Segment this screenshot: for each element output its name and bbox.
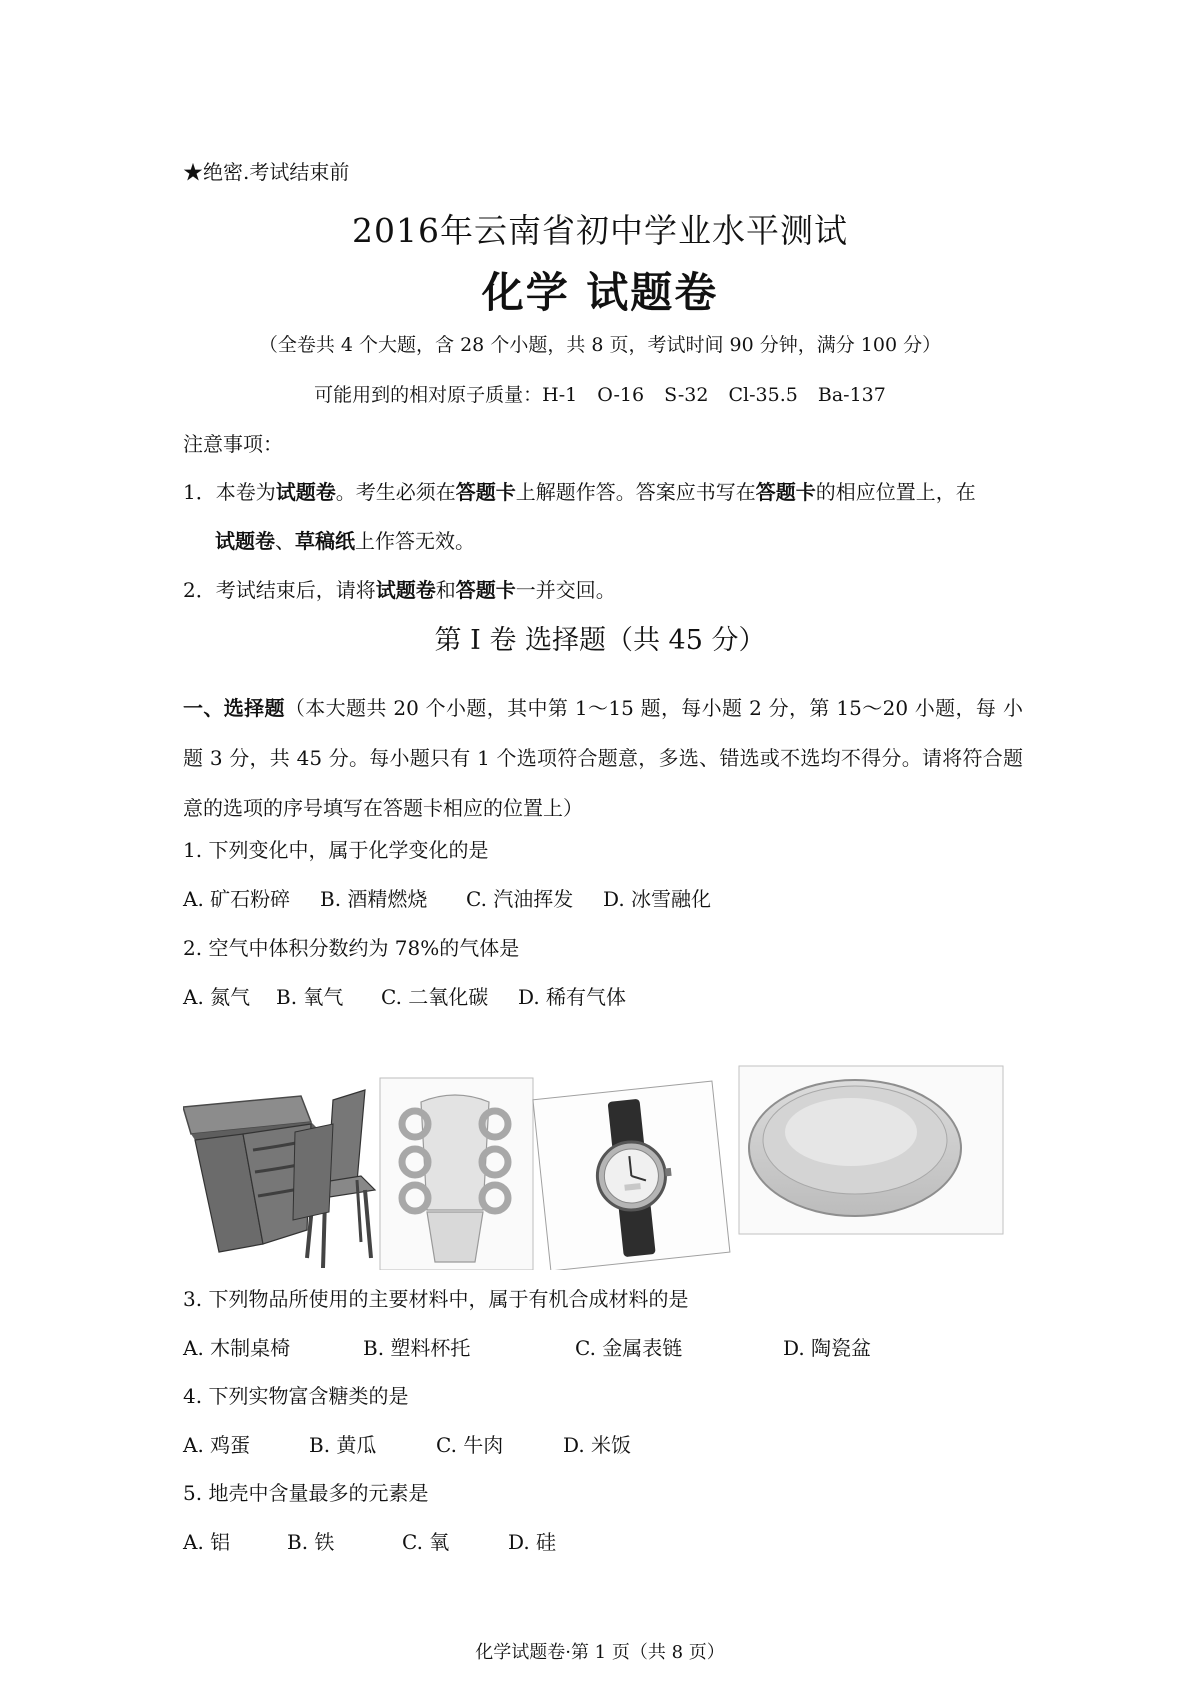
question-3-figure [183,1062,1013,1270]
question-1-option-c: C. 汽油挥发 [466,887,574,911]
question-3-option-a: A. 木制桌椅 [183,1336,291,1360]
note-1-emph-h: 试题卷 [215,529,275,553]
section-title: 第 I 卷 选择题（共 45 分） [434,625,766,656]
question-1-stem: 1. 下列变化中，属于化学变化的是 [183,838,489,862]
note-1-text-i: 、 [275,529,295,553]
note-1-emph-f: 答题卡 [755,480,816,504]
question-4-option-c: C. 牛肉 [436,1433,504,1457]
question-5-option-c: C. 氧 [402,1530,450,1554]
question-5-options [183,1526,1023,1556]
note-2-emph-b: 试题卷 [375,578,436,602]
question-2-option-a: A. 氮气 [183,985,251,1009]
question-2-option-b: B. 氧气 [276,985,344,1009]
note-1-text-k: 上作答无效。 [355,529,475,553]
question-1-option-b: B. 酒精燃烧 [320,887,428,911]
question-3-option-c: C. 金属表链 [575,1336,683,1360]
note-1-text-c: 。考生必须在 [335,480,456,504]
paper-title: 化学 试题卷 [481,268,719,317]
question-5-stem: 5. 地壳中含量最多的元素是 [183,1481,429,1505]
question-4-option-d: D. 米饭 [563,1433,632,1457]
note-2-text-a: 考试结束后，请将 [215,578,376,602]
question-3-options [183,1332,1023,1362]
note-2-emph-d: 答题卡 [455,578,516,602]
ceramic-basin-image [739,1066,1003,1234]
note-2-number: 2． [183,578,216,602]
exam-scope: （全卷共 4 个大题，含 28 个小题，共 8 页，考试时间 90 分钟，满分 100 分） [258,334,942,356]
part-1-text: （本大题共 20 个小题，其中第 1～15 题，每小题 2 分，第 15～20 小题，每 小题 3 分，共 45 分。每小题只有 1 个选项符合题意，多选、错选或不选均不得分。请将符合题意的选项的序号填写在答题卡相应的位置上） [183,696,1024,820]
note-2 [183,574,616,603]
plastic-cup-holder-image [380,1078,533,1270]
wooden-desk-chair-image [183,1090,375,1268]
confidential-mark: ★绝密.考试结束前 [183,160,350,184]
question-2-options [183,981,1023,1011]
question-1-options [183,883,1023,913]
note-1-text-a: 本卷为 [215,480,276,504]
question-5-option-b: B. 铁 [287,1530,335,1554]
question-4-option-b: B. 黄瓜 [309,1433,377,1457]
note-1-line-2 [215,525,475,554]
question-5-option-d: D. 硅 [508,1530,557,1554]
question-3-stem: 3. 下列物品所使用的主要材料中，属于有机合成材料的是 [183,1287,689,1311]
question-4-option-a: A. 鸡蛋 [183,1433,251,1457]
question-2-option-d: D. 稀有气体 [518,985,627,1009]
note-2-text-e: 一并交回。 [515,578,616,602]
question-2-option-c: C. 二氧化碳 [381,985,489,1009]
note-1-emph-d: 答题卡 [455,480,516,504]
question-2-stem: 2. 空气中体积分数约为 78%的气体是 [183,936,520,960]
exam-title: 2016年云南省初中学业水平测试 [352,211,848,250]
note-1-number: 1． [183,480,216,504]
metal-watch-image [533,1081,730,1270]
note-2-text-c: 和 [435,578,456,602]
note-1-text-e: 上解题作答。答案应书写在 [515,480,756,504]
question-5-option-a: A. 铝 [183,1530,231,1554]
question-1-option-d: D. 冰雪融化 [603,887,712,911]
note-1-emph-a: 试题卷 [275,480,336,504]
page-footer: 化学试题卷·第 1 页（共 8 页） [475,1642,725,1663]
note-1-line-1 [183,476,976,505]
note-1-emph-j: 草稿纸 [295,529,355,553]
question-4-stem: 4. 下列实物富含糖类的是 [183,1384,409,1408]
note-1-text-g: 的相应位置上，在 [815,480,976,504]
part-1-instructions [183,683,1023,833]
atomic-masses: 可能用到的相对原子质量：H-1 O-16 S-32 Cl-35.5 Ba-137 [314,384,886,406]
question-3-option-b: B. 塑料杯托 [363,1336,471,1360]
question-4-options [183,1429,1023,1459]
question-3-option-d: D. 陶瓷盆 [783,1336,872,1360]
notes-heading: 注意事项： [183,432,283,456]
part-1-label: 一、选择题 [183,696,285,720]
question-1-option-a: A. 矿石粉碎 [183,887,291,911]
